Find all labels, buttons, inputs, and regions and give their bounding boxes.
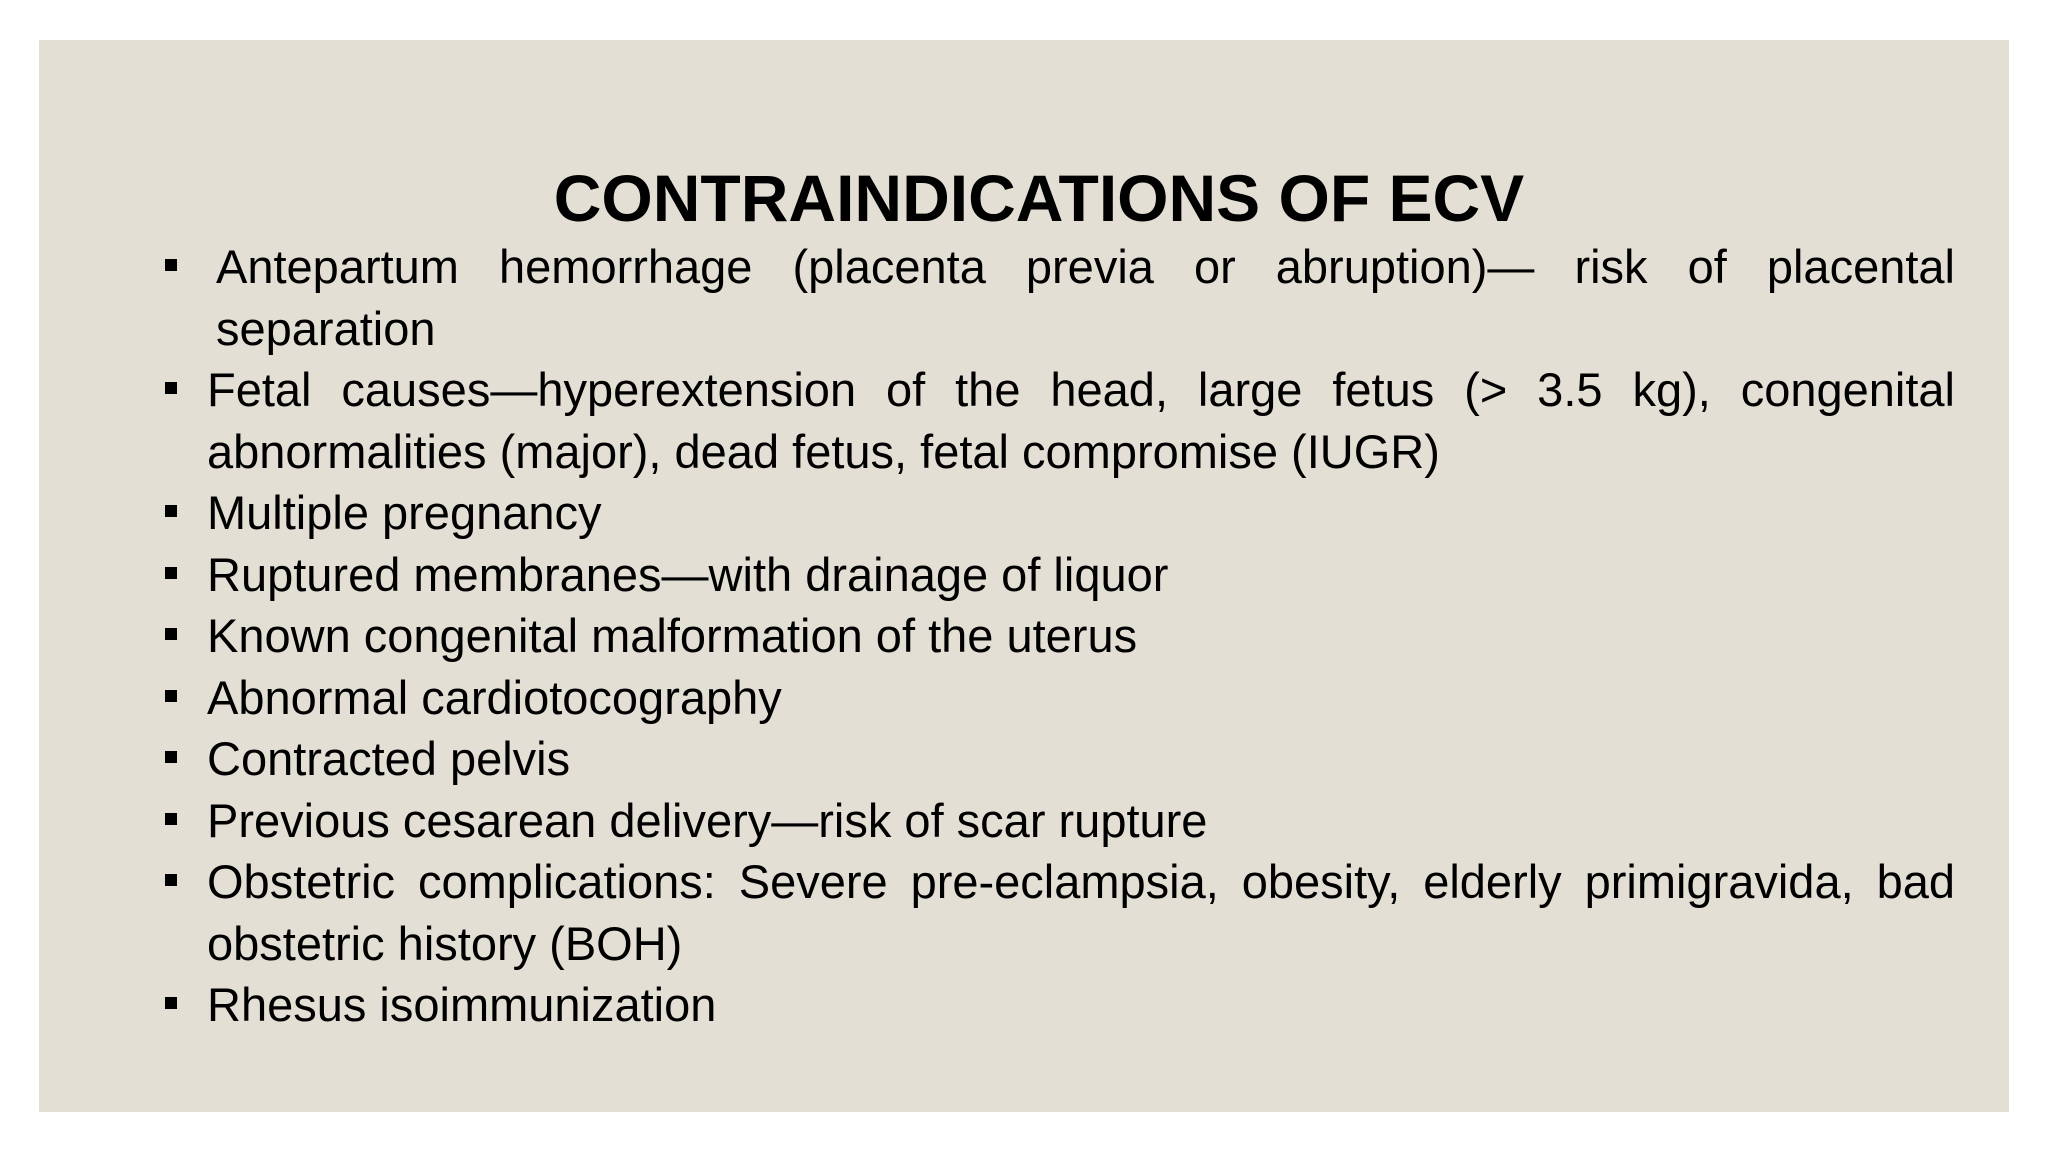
list-item [165, 790, 1955, 852]
list-item [165, 544, 1955, 606]
square-bullet-icon [165, 505, 177, 517]
slide-background [39, 40, 2009, 1112]
list-item [165, 667, 1955, 729]
square-bullet-icon [165, 874, 177, 886]
list-item [165, 728, 1955, 790]
list-item-text: Previous cesarean delivery—risk of scar rupture [207, 793, 1208, 847]
list-item-text: Contracted pelvis [207, 732, 571, 785]
square-bullet-icon [165, 690, 177, 702]
list-item-text: Obstetric complications: Severe pre-eclampsia, obesity, elderly primigravida, bad obstetric history (BOH) [207, 855, 1955, 970]
list-item-text: Antepartum hemorrhage (placenta previa or abruption)— risk of placental separation [216, 240, 1955, 355]
list-item [165, 482, 1955, 544]
list-item-text: Rhesus isoimmunization [207, 978, 717, 1031]
list-item [165, 605, 1955, 667]
square-bullet-icon [165, 382, 177, 394]
list-item-text: Ruptured membranes—with drainage of liquor [207, 547, 1169, 601]
slide-title: CONTRAINDICATIONS OF ECV [553, 161, 1525, 235]
list-item-text: Fetal causes—hyperextension of the head, large fetus (> 3.5 kg), congenital abnormalities (major), dead fetus, fetal compromise (IUGR) [207, 363, 1955, 478]
list-item-text: Abnormal cardiotocography [207, 670, 782, 724]
square-bullet-icon [165, 567, 177, 579]
square-bullet-icon [165, 628, 177, 640]
square-bullet-icon [165, 813, 177, 825]
list-item [165, 974, 1955, 1036]
contraindications-list [165, 236, 1955, 1036]
square-bullet-icon [165, 997, 177, 1009]
square-bullet-icon [165, 259, 177, 271]
list-item-text: Known congenital malformation of the uterus [207, 609, 1138, 662]
list-item [165, 236, 1955, 359]
list-item-text: Multiple pregnancy [207, 486, 602, 539]
square-bullet-icon [165, 751, 177, 763]
list-item [165, 851, 1955, 974]
list-item [165, 359, 1955, 482]
